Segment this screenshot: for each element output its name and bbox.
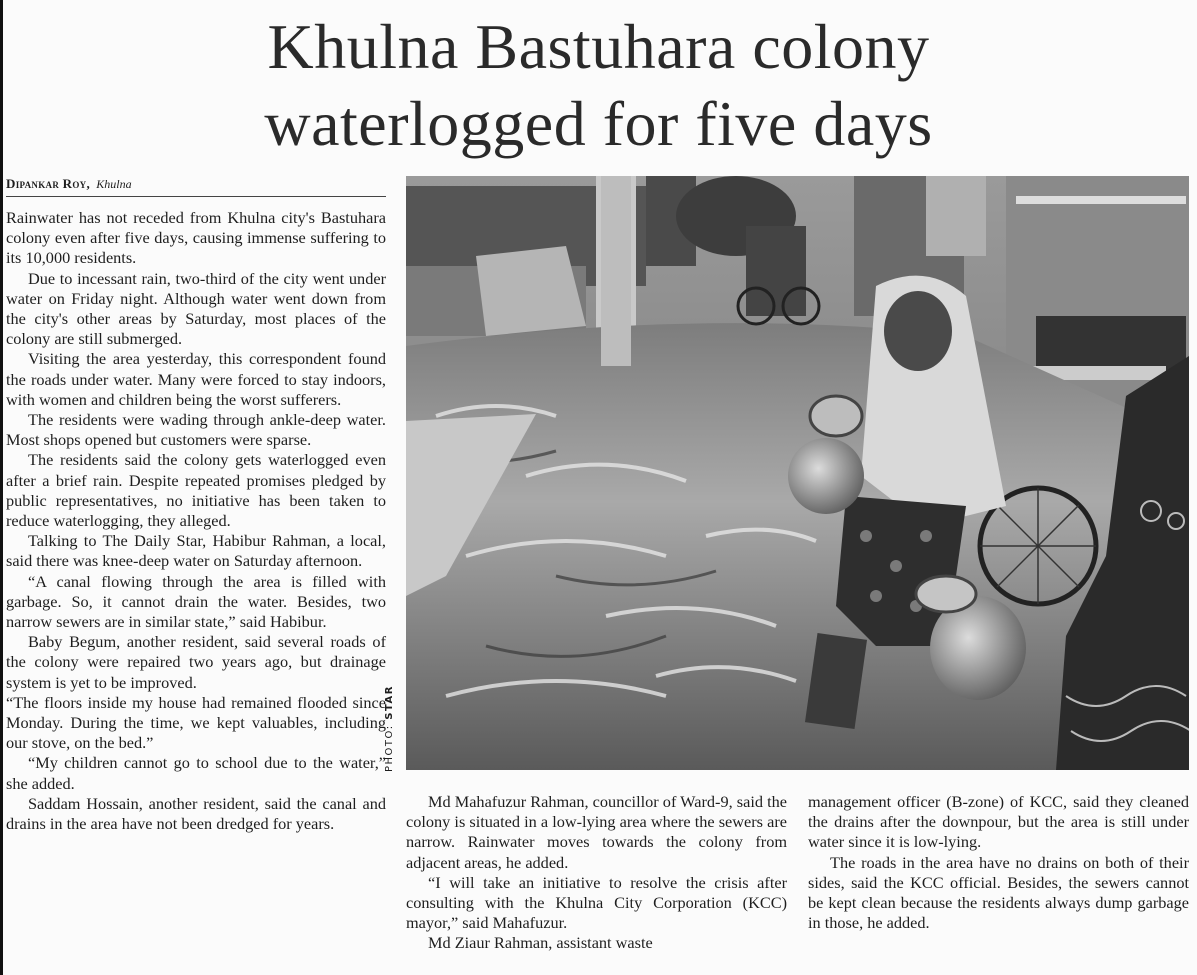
article-column-2 [406,792,787,954]
headline [0,8,1197,162]
headline-line-1: Khulna Bastuhara colony [267,11,930,82]
paragraph: Visiting the area yesterday, this correspondent found the roads under water. Many were forced to stay indoors, with women and children being the worst sufferers. [6,349,386,409]
paragraph: Due to incessant rain, two-third of the city went under water on Friday night. Although water went down from the city's other areas by Saturday, most places of the colony are still submerged. [6,268,386,349]
paragraph: Md Mahafuzur Rahman, councillor of Ward-9, said the colony is situated in a low-lying area where the sewers are narrow. Rainwater moves towards the colony from adjacent areas, he added. [406,792,787,872]
paragraph: “A canal flowing through the area is filled with garbage. So, it cannot drain the water. Besides, two narrow sewers are in similar state,” said Habibur. [6,571,386,632]
photo-credit-prefix: PHOTO: [384,719,395,772]
paragraph: The residents were wading through ankle-deep water. Most shops opened but customers were sparse. [6,410,386,450]
byline [6,176,386,197]
article-column-3 [808,792,1189,933]
paragraph: management officer (B-zone) of KCC, said they cleaned the drains after the downpour, but the area is still under water since it is low-lying. [808,792,1189,852]
paragraph: Rainwater has not receded from Khulna city's Bastuhara colony even after five days, causing immense suffering to its 10,000 residents. [6,208,386,268]
paragraph: “The floors inside my house had remained flooded since Monday. During the time, we kept valuables, including our stove, on the bed.” [6,692,386,753]
headline-line-2: waterlogged for five days [264,88,933,159]
byline-author: Dipankar Roy, [6,176,91,191]
paragraph: “I will take an initiative to resolve the crisis after consulting with the Khulna City Corporation (KCC) mayor,” said Mahafuzur. [406,872,787,933]
news-photo [406,176,1189,770]
paragraph: Saddam Hossain, another resident, said the canal and drains in the area have not been dredged for years. [6,793,386,834]
article-column-1 [6,208,386,834]
paragraph: Baby Begum, another resident, said several roads of the colony were repaired two years ago, but drainage system is yet to be improved. [6,632,386,692]
paragraph: Md Ziaur Rahman, assistant waste [428,933,653,953]
paragraph: The roads in the area have no drains on both of their sides, said the KCC official. Besides, the sewers cannot be kept clean because the residents always dump garbage in those, he added. [808,852,1189,933]
photo-credit [384,680,395,772]
photo-credit-source: STAR [384,685,395,720]
byline-location: Khulna [96,177,132,191]
paragraph: The residents said the colony gets waterlogged even after a brief rain. Despite repeated promises pledged by public representatives, no initiative has been taken to reduce waterlogging, they alleged. [6,450,386,531]
paragraph: “My children cannot go to school due to the water,” she added. [6,753,386,793]
paragraph: Talking to The Daily Star, Habibur Rahman, a local, said there was knee-deep water on Saturday afternoon. [6,531,386,571]
